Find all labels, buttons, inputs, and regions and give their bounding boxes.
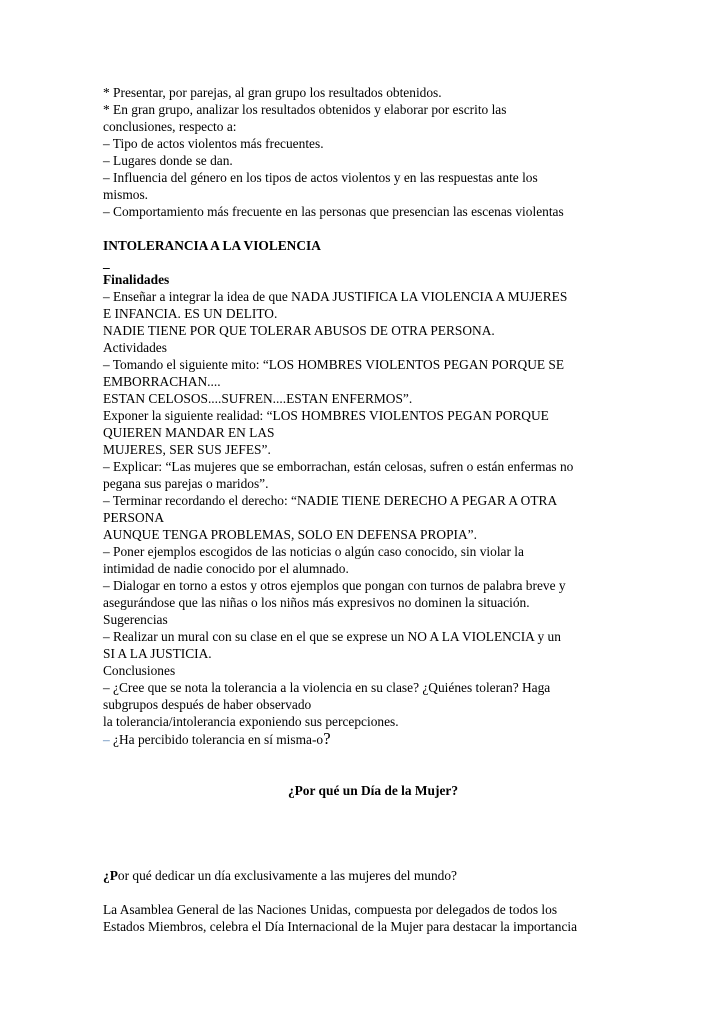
text-line: La Asamblea General de las Naciones Unidas, compuesta por delegados de todos los	[103, 902, 558, 917]
text-line: – Influencia del género en los tipos de actos violentos y en las respuestas ante los	[103, 170, 538, 185]
intro-question-bold: ¿P	[103, 868, 118, 883]
text-line: subgrupos después de haber observado	[103, 697, 312, 712]
text-line: * Presentar, por parejas, al gran grupo los resultados obtenidos.	[103, 85, 442, 100]
text-line: intimidad de nadie conocido por el alumnado.	[103, 561, 349, 576]
subheading-actividades: Actividades	[103, 340, 167, 355]
text-line: NADIE TIENE POR QUE TOLERAR ABUSOS DE OTRA PERSONA.	[103, 323, 495, 338]
final-question-dash: –	[103, 732, 114, 747]
text-line: Exponer la siguiente realidad: “LOS HOMBRES VIOLENTOS PEGAN PORQUE	[103, 408, 549, 423]
text-line: AUNQUE TENGA PROBLEMAS, SOLO EN DEFENSA PROPIA”.	[103, 527, 477, 542]
text-line: – Enseñar a integrar la idea de que NADA JUSTIFICA LA VIOLENCIA A MUJERES	[103, 289, 568, 304]
final-question-mark: ?	[323, 729, 331, 748]
text-line: MUJERES, SER SUS JEFES”.	[103, 442, 271, 457]
text-line: – Dialogar en torno a estos y otros ejemplos que pongan con turnos de palabra breve y	[103, 578, 566, 593]
subheading-sugerencias: Sugerencias	[103, 612, 168, 627]
section-heading: INTOLERANCIA A LA VIOLENCIA	[103, 238, 321, 253]
text-line: QUIEREN MANDAR EN LAS	[103, 425, 275, 440]
text-line: SI A LA JUSTICIA.	[103, 646, 212, 661]
section-title: ¿Por qué un Día de la Mujer?	[287, 783, 459, 798]
text-line: PERSONA	[103, 510, 165, 525]
finalidades-heading: Finalidades	[103, 272, 170, 287]
text-line: – Comportamiento más frecuente en las personas que presencian las escenas violentas	[103, 204, 564, 219]
text-line: conclusiones, respecto a:	[103, 119, 237, 134]
results-instructions	[103, 84, 643, 220]
text-line: Estados Miembros, celebra el Día Internacional de la Mujer para destacar la importancia	[103, 919, 578, 934]
text-line: * En gran grupo, analizar los resultados obtenidos y elaborar por escrito las	[103, 102, 507, 117]
text-line: – Realizar un mural con su clase en el que se exprese un NO A LA VIOLENCIA y un	[103, 629, 561, 644]
text-line: – Tomando el siguiente mito: “LOS HOMBRES VIOLENTOS PEGAN PORQUE SE	[103, 357, 565, 372]
subheading-conclusiones: Conclusiones	[103, 663, 176, 678]
text-line: – Poner ejemplos escogidos de las noticias o algún caso conocido, sin violar la	[103, 544, 524, 559]
final-question	[103, 730, 643, 748]
text-line: asegurándose que las niñas o los niños más expresivos no dominen la situación.	[103, 595, 530, 610]
final-question-text: ¿Ha percibido tolerancia en sí misma-o	[113, 732, 324, 747]
intro-question-rest: or qué dedicar un día exclusivamente a las mujeres del mundo?	[117, 868, 457, 883]
text-line: – Tipo de actos violentos más frecuentes.	[103, 136, 324, 151]
text-line: E INFANCIA. ES UN DELITO.	[103, 306, 278, 321]
text-line: mismos.	[103, 187, 149, 202]
text-line: la tolerancia/intolerancia exponiendo sus percepciones.	[103, 714, 399, 729]
intro-question	[103, 867, 643, 884]
heading-dash: _	[103, 255, 110, 270]
text-line: – Lugares donde se dan.	[103, 153, 233, 168]
text-line: ESTAN CELOSOS....SUFREN....ESTAN ENFERMOS”.	[103, 391, 413, 406]
text-line: – Terminar recordando el derecho: “NADIE TIENE DERECHO A PEGAR A OTRA	[103, 493, 558, 508]
text-line: – Explicar: “Las mujeres que se emborrachan, están celosas, sufren o están enfermas no	[103, 459, 574, 474]
activity-body	[103, 288, 643, 748]
text-line: pegana sus parejas o maridos”.	[103, 476, 269, 491]
document-page	[103, 84, 643, 935]
text-line: EMBORRACHAN....	[103, 374, 221, 389]
text-line: – ¿Cree que se nota la tolerancia a la violencia en su clase? ¿Quiénes toleran? Haga	[103, 680, 551, 695]
